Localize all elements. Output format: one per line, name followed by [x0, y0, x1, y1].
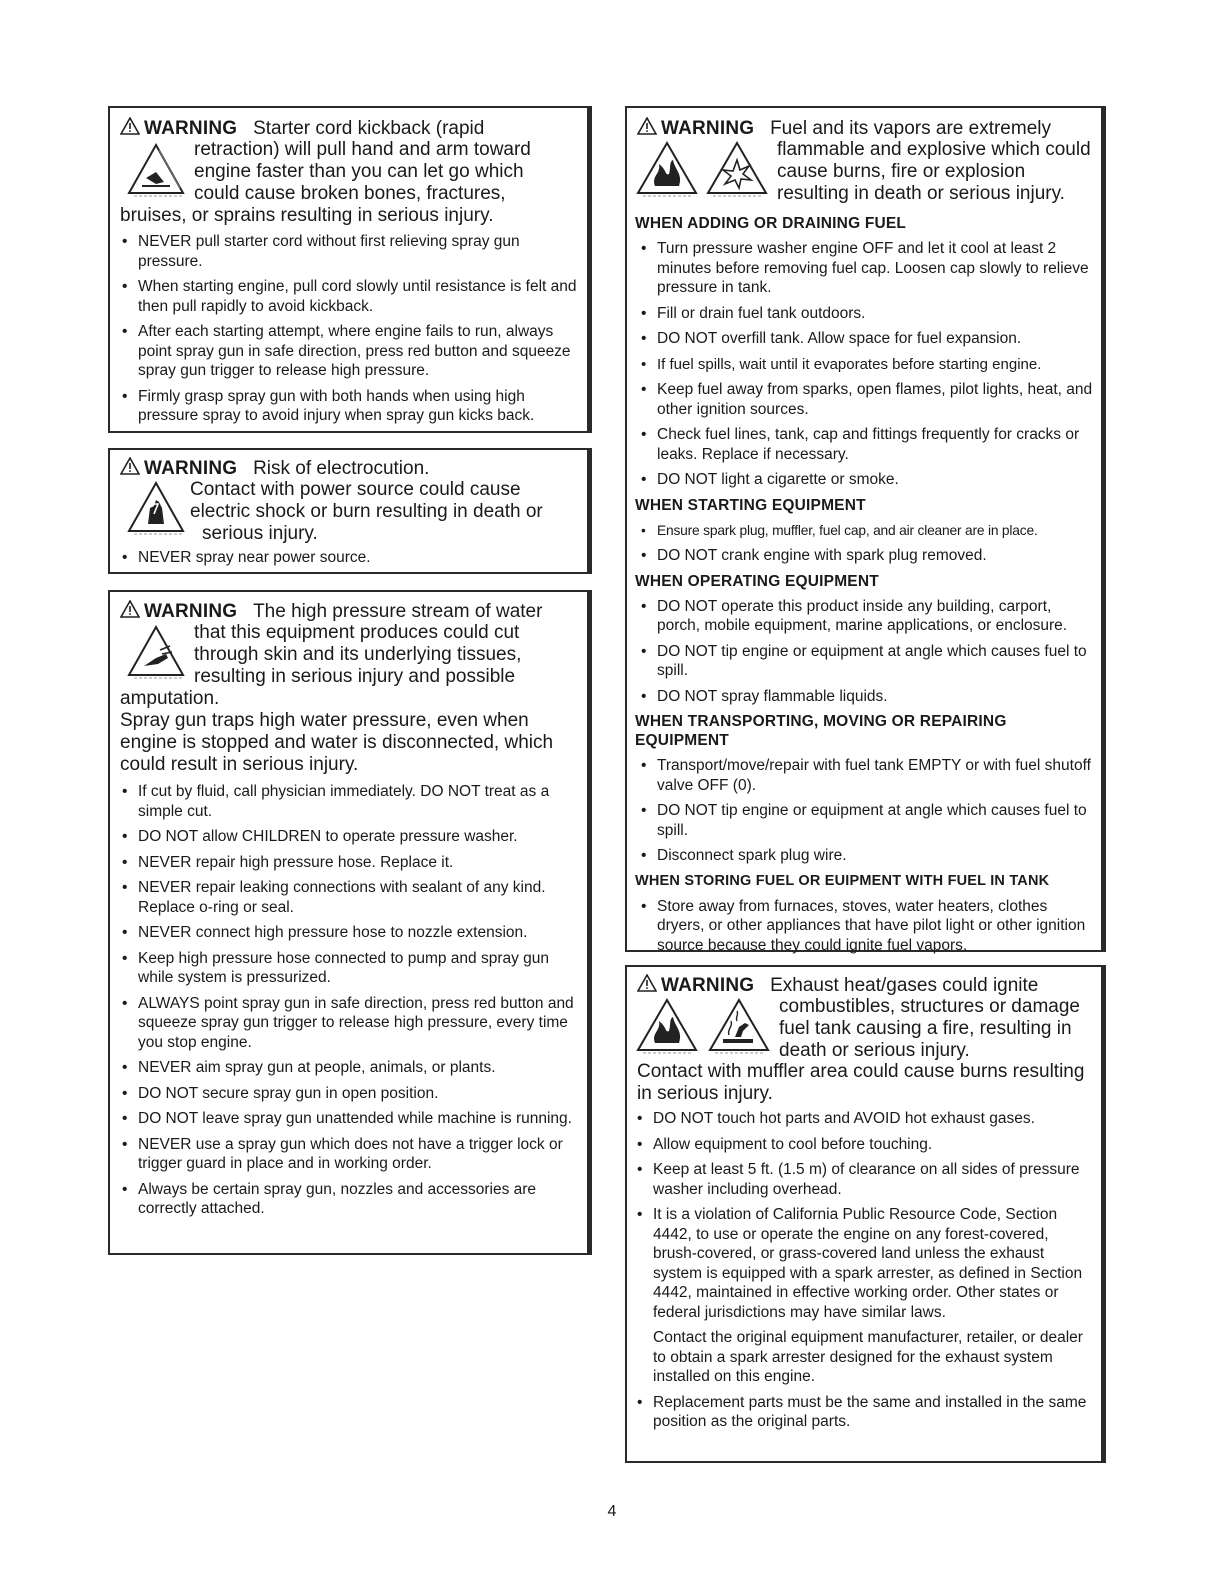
hot-surface-icon [707, 997, 771, 1055]
warning-paragraph: Spray gun traps high water pressure, even when engine is stopped and water is disconnected, which could result in serious injury. [120, 710, 554, 775]
injection-hazard-icon [126, 624, 186, 680]
list-item: • DO NOT crank engine with spark plug removed. [635, 546, 1095, 566]
warning-line-4: resulting in death or serious injury. [777, 183, 1065, 204]
list-item: • NEVER aim spray gun at people, animals, or plants. [116, 1058, 577, 1078]
warning-line-3: engine faster than you can let go which [194, 161, 524, 182]
warning-line-1: Starter cord kickback (rapid [253, 118, 485, 139]
warning-line-4: resulting in serious injury and possible [194, 666, 516, 687]
bullet-list [635, 239, 1095, 490]
warning-line-3: fuel tank causing a fire, resulting in [779, 1018, 1072, 1039]
warning-line-2: Contact with power source could cause [190, 479, 521, 500]
warning-line-4: could cause broken bones, fractures, [194, 183, 506, 204]
section-heading: WHEN STARTING EQUIPMENT [635, 496, 866, 514]
warning-line-1: Fuel and its vapors are extremely [770, 118, 1051, 139]
warning-line-3: electric shock or burn resulting in death or [190, 501, 543, 522]
list-item: • When starting engine, pull cord slowly until resistance is felt and then pull rapidly to avoid kickback. [116, 277, 577, 316]
alert-triangle-icon [120, 117, 140, 135]
bullet-list [116, 548, 577, 568]
fire-hazard-icon [635, 140, 699, 198]
section-heading: WHEN ADDING OR DRAINING FUEL [635, 215, 907, 232]
list-item: • DO NOT spray flammable liquids. [635, 687, 1095, 707]
warning-line-2: combustibles, structures or damage [779, 996, 1080, 1017]
fire-hazard-icon [635, 997, 699, 1055]
list-item: • Keep high pressure hose connected to pump and spray gun while system is pressurized. [116, 949, 577, 988]
alert-triangle-icon [120, 457, 140, 475]
list-item: • NEVER repair high pressure hose. Replace it. [116, 853, 577, 873]
bullet-list [631, 1109, 1095, 1322]
warning-tail: amputation. [120, 688, 220, 709]
list-item: • Replacement parts must be the same and installed in the same position as the original parts. [631, 1393, 1095, 1432]
list-item: • DO NOT operate this product inside any building, carport, porch, mobile equipment, marine applications, or enclosure. [635, 597, 1095, 636]
list-item: • DO NOT light a cigarette or smoke. [635, 470, 1095, 490]
bullet-list [116, 782, 577, 1219]
warning-label: WARNING [144, 118, 238, 139]
warning-line-2: flammable and explosive which could [777, 139, 1091, 160]
list-item: • NEVER pull starter cord without first relieving spray gun pressure. [116, 232, 577, 271]
warning-label: WARNING [661, 118, 755, 139]
bullet-list [635, 897, 1095, 956]
list-item: • Disconnect spark plug wire. [635, 846, 1095, 866]
bullet-list [635, 597, 1095, 707]
list-item: • If cut by fluid, call physician immediately. DO NOT treat as a simple cut. [116, 782, 577, 821]
list-item: • If fuel spills, wait until it evaporates before starting engine. [635, 355, 1095, 375]
bullet-list [635, 756, 1095, 866]
warning-box-electrocution [108, 448, 589, 574]
list-item: • NEVER repair leaking connections with sealant of any kind. Replace o-ring or seal. [116, 878, 577, 917]
warning-line-2: retraction) will pull hand and arm toward [194, 139, 531, 160]
warning-box-high-pressure [108, 590, 589, 1255]
warning-line-2: that this equipment produces could cut [194, 622, 520, 643]
warning-paragraph: Contact with muffler area could cause burns resulting in serious injury. [637, 1061, 1085, 1104]
bullet-list [631, 1393, 1095, 1432]
list-item: • Allow equipment to cool before touching. [631, 1135, 1095, 1155]
warning-line-1: Risk of electrocution. [253, 458, 430, 479]
section-heading: WHEN TRANSPORTING, MOVING OR REPAIRING EQUIPMENT [635, 713, 1007, 749]
list-item: • DO NOT secure spray gun in open position. [116, 1084, 577, 1104]
list-item: • DO NOT touch hot parts and AVOID hot exhaust gases. [631, 1109, 1095, 1129]
alert-triangle-icon [637, 974, 657, 992]
kickback-hazard-icon [126, 142, 186, 198]
warning-label: WARNING [144, 458, 238, 479]
warning-label: WARNING [661, 975, 755, 996]
explosion-hazard-icon [705, 140, 769, 198]
list-item: • Fill or drain fuel tank outdoors. [635, 304, 1095, 324]
bullet-list [635, 521, 1095, 566]
list-item: • Store away from furnaces, stoves, water heaters, clothes dryers, or other appliances that have pilot light or other ignition source because they could ignite fuel vapors. [635, 897, 1095, 956]
spark-arrester-note: Contact the original equipment manufacturer, retailer, or dealer to obtain a spark arrester designed for the exhaust system installed on this engine. [653, 1329, 1083, 1385]
list-item: • DO NOT allow CHILDREN to operate pressure washer. [116, 827, 577, 847]
warning-line-1: The high pressure stream of water [253, 601, 543, 622]
warning-line-4: death or serious injury. [779, 1040, 970, 1061]
electric-shock-icon [126, 480, 186, 536]
warning-box-fuel [625, 106, 1103, 952]
list-item: • Transport/move/repair with fuel tank EMPTY or with fuel shutoff valve OFF (0). [635, 756, 1095, 795]
list-item: • Turn pressure washer engine OFF and let it cool at least 2 minutes before removing fuel cap. Loosen cap slowly to relieve pressure in tank. [635, 239, 1095, 298]
list-item: • Keep at least 5 ft. (1.5 m) of clearance on all sides of pressure washer including overhead. [631, 1160, 1095, 1199]
warning-line-1: Exhaust heat/gases could ignite [770, 975, 1039, 996]
list-item: • DO NOT overfill tank. Allow space for fuel expansion. [635, 329, 1095, 349]
bullet-list [116, 232, 577, 426]
alert-triangle-icon [637, 117, 657, 135]
warning-line-3: cause burns, fire or explosion [777, 161, 1026, 182]
section-heading: WHEN OPERATING EQUIPMENT [635, 572, 879, 590]
section-heading: WHEN STORING FUEL OR EUIPMENT WITH FUEL IN TANK [635, 872, 1050, 889]
warning-box-kickback [108, 106, 589, 433]
page-number: 4 [607, 1503, 617, 1520]
list-item: • NEVER use a spray gun which does not have a trigger lock or trigger guard in place and in working order. [116, 1135, 577, 1174]
list-item: • Firmly grasp spray gun with both hands when using high pressure spray to avoid injury when spray gun kicks back. [116, 387, 577, 426]
list-item: • DO NOT tip engine or equipment at angle which causes fuel to spill. [635, 642, 1095, 681]
list-item: • NEVER spray near power source. [116, 548, 577, 568]
warning-line-3: through skin and its underlying tissues, [194, 644, 522, 665]
list-item: • Check fuel lines, tank, cap and fittings frequently for cracks or leaks. Replace if necessary. [635, 425, 1095, 464]
list-item: • DO NOT leave spray gun unattended while machine is running. [116, 1109, 577, 1129]
warning-box-exhaust [625, 965, 1103, 1463]
list-item: • NEVER connect high pressure hose to nozzle extension. [116, 923, 577, 943]
list-item: • After each starting attempt, where engine fails to run, always point spray gun in safe direction, press red button and squeeze spray gun trigger to release high pressure. [116, 322, 577, 381]
list-item: • ALWAYS point spray gun in safe direction, press red button and squeeze spray gun trigger to release high pressure, every time you stop engine. [116, 994, 577, 1053]
alert-triangle-icon [120, 600, 140, 618]
list-item: • Keep fuel away from sparks, open flames, pilot lights, heat, and other ignition sources. [635, 380, 1095, 419]
warning-label: WARNING [144, 601, 238, 622]
list-item: • Always be certain spray gun, nozzles and accessories are correctly attached. [116, 1180, 577, 1219]
warning-line-4: serious injury. [202, 523, 318, 544]
list-item: • It is a violation of California Public Resource Code, Section 4442, to use or operate the engine on any forest-covered, brush-covered, or grass-covered land unless the exhaust system is equipped with a spark arrester, as defined in Section 4442, maintained in effective working order. Other states or federal jurisdictions may have similar laws. [631, 1205, 1095, 1322]
warning-tail: bruises, or sprains resulting in serious injury. [120, 205, 494, 226]
list-item: • DO NOT tip engine or equipment at angle which causes fuel to spill. [635, 801, 1095, 840]
list-item: • Ensure spark plug, muffler, fuel cap, and air cleaner are in place. [635, 521, 1095, 541]
